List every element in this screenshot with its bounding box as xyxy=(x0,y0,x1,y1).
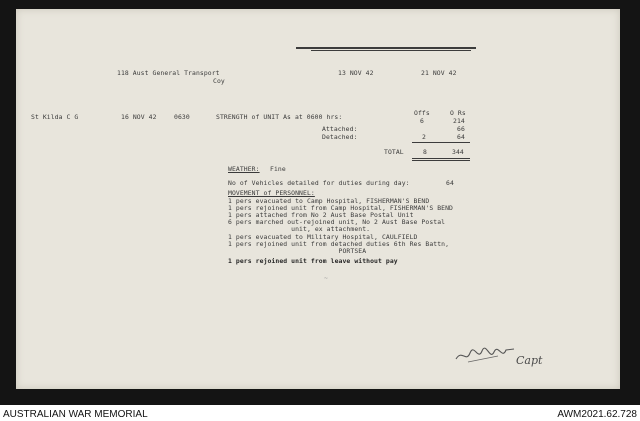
movement-line: 6 pers marched out-rejoined unit, No 2 Aust Base Postal xyxy=(228,218,446,226)
movement-line: 1 pers attached from No 2 Aust Base Postal Unit xyxy=(228,211,414,219)
signature-scrawl xyxy=(454,343,518,367)
strength-label: STRENGTH of UNIT As at 0600 hrs: xyxy=(216,113,343,121)
weather-value: Fine xyxy=(270,165,286,173)
total-or-value: 344 xyxy=(452,148,464,156)
reference-caption: AWM2021.62.728 xyxy=(557,409,637,420)
vehicles-text: No of Vehicles detailed for duties during day: xyxy=(228,179,410,187)
vehicles-count: 64 xyxy=(446,179,454,187)
movement-line: unit, ex attachment. xyxy=(228,225,371,233)
movement-label: MOVEMENT of PERSONNEL: xyxy=(228,189,315,197)
total-officers-value: 8 xyxy=(423,148,427,156)
ink-mark: ~ xyxy=(324,274,328,282)
date-from: 13 NOV 42 xyxy=(338,69,374,77)
movement-line: PORTSEA xyxy=(228,247,367,255)
movement-line: 1 pers rejoined unit from detached duties 6th Res Battn, xyxy=(228,240,450,248)
source-caption: AUSTRALIAN WAR MEMORIAL xyxy=(3,409,148,420)
entry-date: 16 NOV 42 xyxy=(121,113,157,121)
total-label: TOTAL xyxy=(384,148,404,156)
unit-name: 118 Aust General Transport xyxy=(117,69,220,77)
war-diary-page xyxy=(16,9,620,389)
movement-line: 1 pers evacuated to Camp Hospital, FISHERMAN'S BEND xyxy=(228,197,430,205)
total-rule-bottom xyxy=(412,158,470,159)
movement-line: 1 pers evacuated to Military Hospital, CAULFIELD xyxy=(228,233,418,241)
top-rule-short xyxy=(311,50,471,51)
total-rule-bottom-2 xyxy=(412,160,470,161)
top-rule xyxy=(296,47,476,49)
row-officers-value: 6 xyxy=(420,117,424,125)
total-rule-top xyxy=(412,142,470,143)
weather-label: WEATHER: xyxy=(228,165,260,173)
detached-or-value: 64 xyxy=(457,133,465,141)
col-other-ranks: O Rs xyxy=(450,109,466,117)
movement-line: 1 pers rejoined unit from leave without pay xyxy=(228,257,398,265)
col-officers: Offs xyxy=(414,109,430,117)
date-to: 21 NOV 42 xyxy=(421,69,457,77)
movement-line: 1 pers rejoined unit from Camp Hospital, FISHERMAN'S BEND xyxy=(228,204,454,212)
entry-place: St Kilda C G xyxy=(31,113,79,121)
attached-or-value: 66 xyxy=(457,125,465,133)
detached-label: Detached: xyxy=(322,133,358,141)
entry-time: 0630 xyxy=(174,113,190,121)
row-or-value: 214 xyxy=(453,117,465,125)
attached-label: Attached: xyxy=(322,125,358,133)
unit-name-cont: Coy xyxy=(213,77,225,85)
signature-rank: Capt xyxy=(516,354,543,367)
detached-officers-value: 2 xyxy=(422,133,426,141)
